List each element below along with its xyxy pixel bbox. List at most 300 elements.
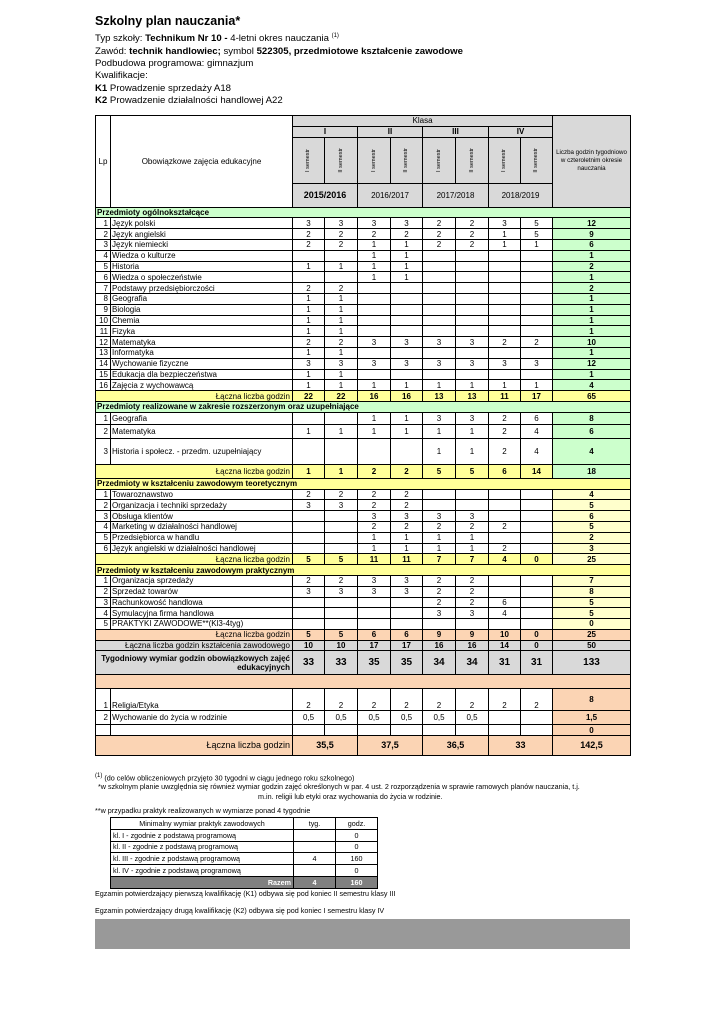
table-cell: 1 bbox=[391, 239, 423, 250]
table-cell: Łączna liczba godzin kształcenia zawodowego bbox=[96, 640, 293, 651]
table-cell bbox=[423, 619, 456, 630]
table-cell bbox=[456, 315, 489, 326]
practice-row bbox=[111, 865, 378, 877]
table-cell bbox=[456, 369, 489, 380]
table-cell: 3 bbox=[96, 438, 111, 464]
table-cell: 0 bbox=[336, 841, 378, 853]
table-cell: 5 bbox=[96, 261, 111, 272]
table-cell: 1 bbox=[423, 438, 456, 464]
section-header bbox=[96, 401, 631, 412]
table-cell: 4 bbox=[553, 380, 631, 391]
table-cell bbox=[423, 489, 456, 500]
table-cell: 4 bbox=[96, 521, 111, 532]
table-cell: 0,5 bbox=[325, 711, 358, 725]
table-row bbox=[96, 315, 631, 326]
table-cell bbox=[489, 500, 521, 511]
table-cell: 12 bbox=[553, 218, 631, 229]
table-cell: 1 bbox=[391, 543, 423, 554]
table-cell: 160 bbox=[336, 853, 378, 865]
table-cell bbox=[423, 250, 456, 261]
table-cell: 3 bbox=[423, 511, 456, 522]
table-cell: 2 bbox=[489, 424, 521, 438]
table-cell: 11 bbox=[96, 326, 111, 337]
sum-row bbox=[96, 464, 631, 478]
table-cell bbox=[391, 608, 423, 619]
section-header bbox=[96, 478, 631, 489]
table-cell bbox=[391, 137, 423, 183]
table-cell: 0 bbox=[553, 725, 631, 736]
table-cell bbox=[521, 500, 553, 511]
table-cell bbox=[456, 261, 489, 272]
table-cell: 0,5 bbox=[391, 711, 423, 725]
table-row bbox=[96, 337, 631, 348]
table-cell: 1 bbox=[293, 369, 325, 380]
table-cell: 4 bbox=[521, 438, 553, 464]
table-cell: 1 bbox=[456, 543, 489, 554]
table-cell: 10 bbox=[553, 337, 631, 348]
table-cell: Matematyka bbox=[111, 337, 293, 348]
table-cell: 2 bbox=[325, 239, 358, 250]
table-cell: 7 bbox=[423, 554, 456, 565]
table-cell: I bbox=[293, 126, 358, 137]
table-cell bbox=[456, 293, 489, 304]
practice-table bbox=[110, 817, 378, 889]
table-cell bbox=[293, 608, 325, 619]
table-cell: 1,5 bbox=[553, 711, 631, 725]
table-cell bbox=[423, 369, 456, 380]
table-row bbox=[96, 293, 631, 304]
table-cell: 1 bbox=[293, 304, 325, 315]
table-cell: 1 bbox=[489, 380, 521, 391]
table-cell bbox=[293, 250, 325, 261]
table-cell: 7 bbox=[456, 554, 489, 565]
table-cell: Geografia bbox=[111, 412, 293, 424]
table-cell: 3 bbox=[456, 412, 489, 424]
table-cell: 2 bbox=[358, 521, 391, 532]
table-cell: 7 bbox=[96, 283, 111, 294]
table-row bbox=[96, 239, 631, 250]
table-cell bbox=[489, 304, 521, 315]
table-cell bbox=[456, 619, 489, 630]
table-cell: 1 bbox=[391, 424, 423, 438]
table-cell: Geografia bbox=[111, 293, 293, 304]
table-cell bbox=[391, 315, 423, 326]
table-cell: 1 bbox=[96, 575, 111, 586]
table-cell bbox=[391, 304, 423, 315]
table-cell: 18 bbox=[553, 464, 631, 478]
table-cell: Łączna liczba godzin bbox=[96, 629, 293, 640]
table-cell: 2 bbox=[325, 575, 358, 586]
blank-row bbox=[96, 675, 631, 689]
table-cell bbox=[489, 293, 521, 304]
table-cell bbox=[489, 137, 521, 183]
table-cell: 35 bbox=[391, 651, 423, 675]
table-row bbox=[96, 424, 631, 438]
table-cell: 1 bbox=[391, 250, 423, 261]
table-cell: 3 bbox=[391, 218, 423, 229]
table-cell: Język angielski bbox=[111, 229, 293, 240]
table-cell bbox=[293, 521, 325, 532]
qualification-k2 bbox=[95, 95, 655, 107]
table-cell: 1 bbox=[96, 489, 111, 500]
table-cell: Łączna liczba godzin bbox=[96, 736, 293, 756]
table-row bbox=[96, 619, 631, 630]
table-cell bbox=[293, 511, 325, 522]
footnote-1 bbox=[95, 772, 354, 782]
table-cell: 34 bbox=[423, 651, 456, 675]
label: symbol bbox=[220, 45, 257, 57]
table-cell: kl. III - zgodnie z podstawą programową bbox=[111, 853, 294, 865]
table-cell: 1 bbox=[423, 380, 456, 391]
table-cell: 3 bbox=[325, 500, 358, 511]
table-cell: 1 bbox=[521, 380, 553, 391]
table-cell: Łączna liczba godzin bbox=[96, 391, 293, 402]
table-cell: 3 bbox=[456, 358, 489, 369]
practice-row bbox=[111, 853, 378, 865]
table-cell: 3 bbox=[423, 337, 456, 348]
table-cell: 65 bbox=[553, 391, 631, 402]
table-row bbox=[96, 711, 631, 725]
practice-row bbox=[111, 841, 378, 853]
table-cell: Religia/Etyka bbox=[111, 689, 293, 711]
table-row bbox=[96, 369, 631, 380]
table-cell: 2 bbox=[456, 521, 489, 532]
table-cell: 14 bbox=[96, 358, 111, 369]
table-cell bbox=[294, 841, 336, 853]
table-cell bbox=[456, 725, 489, 736]
table-cell: 1 bbox=[325, 464, 358, 478]
table-cell bbox=[489, 725, 521, 736]
table-cell: Język niemiecki bbox=[111, 239, 293, 250]
table-cell: 5 bbox=[553, 521, 631, 532]
table-cell: 2017/2018 bbox=[423, 183, 489, 207]
table-cell bbox=[521, 489, 553, 500]
table-cell: 6 bbox=[391, 629, 423, 640]
table-cell: Tygodniowy wymiar godzin obowiązkowych zajęć edukacyjnych bbox=[96, 651, 293, 675]
table-cell: Język angielski w działalności handlowej bbox=[111, 543, 293, 554]
table-cell: Wychowanie do życia w rodzinie bbox=[111, 711, 293, 725]
table-cell: 1 bbox=[489, 229, 521, 240]
table-cell: Łączna liczba godzin bbox=[96, 554, 293, 565]
table-cell bbox=[423, 261, 456, 272]
table-cell bbox=[423, 347, 456, 358]
table-cell: 17 bbox=[358, 640, 391, 651]
table-cell: Historia bbox=[111, 261, 293, 272]
table-cell bbox=[391, 597, 423, 608]
table-cell: 6 bbox=[553, 511, 631, 522]
table-cell bbox=[325, 521, 358, 532]
table-cell: 4 bbox=[96, 608, 111, 619]
table-cell bbox=[521, 619, 553, 630]
table-cell: Minimalny wymiar praktyk zawodowych bbox=[111, 818, 294, 830]
table-row bbox=[96, 347, 631, 358]
table-cell bbox=[489, 489, 521, 500]
table-cell: 4 bbox=[294, 876, 336, 888]
table-cell: 6 bbox=[489, 464, 521, 478]
table-row bbox=[96, 283, 631, 294]
table-row bbox=[96, 358, 631, 369]
table-cell: 11 bbox=[489, 391, 521, 402]
table-cell: 2 bbox=[96, 586, 111, 597]
table-cell: 4 bbox=[489, 554, 521, 565]
table-cell: kl. II - zgodnie z podstawą programową bbox=[111, 841, 294, 853]
table-cell: Obowiązkowe zajęcia edukacyjne bbox=[111, 116, 293, 208]
table-cell bbox=[423, 293, 456, 304]
table-cell: 16 bbox=[456, 640, 489, 651]
table-cell: 36,5 bbox=[423, 736, 489, 756]
table-cell: 1 bbox=[325, 261, 358, 272]
semester-label: I semestr bbox=[305, 148, 311, 172]
table-row bbox=[96, 521, 631, 532]
table-cell: 2 bbox=[293, 229, 325, 240]
table-cell: Przedmioty w kształceniu zawodowym praktycznym bbox=[96, 565, 631, 576]
table-cell: 1 bbox=[293, 380, 325, 391]
table-cell bbox=[358, 283, 391, 294]
table-row bbox=[96, 261, 631, 272]
table-row bbox=[96, 597, 631, 608]
table-cell: 1 bbox=[391, 380, 423, 391]
table-cell: 0,5 bbox=[358, 711, 391, 725]
footnote-4: **w przypadku praktyk realizowanych w wymiarze ponad 4 tygodnie bbox=[95, 806, 311, 815]
table-cell: 13 bbox=[456, 391, 489, 402]
table-cell: 8 bbox=[96, 293, 111, 304]
table-cell: 4 bbox=[521, 424, 553, 438]
table-cell: 2 bbox=[293, 239, 325, 250]
table-cell: 8 bbox=[553, 689, 631, 711]
table-cell: 5 bbox=[96, 532, 111, 543]
blank-total-row bbox=[96, 725, 631, 736]
table-cell: 34 bbox=[456, 651, 489, 675]
table-cell: 3 bbox=[423, 608, 456, 619]
table-cell: 2 bbox=[293, 575, 325, 586]
table-cell: Historia i społecz. - przedm. uzupełniający bbox=[111, 438, 293, 464]
table-cell bbox=[423, 500, 456, 511]
table-cell bbox=[325, 619, 358, 630]
table-cell bbox=[489, 532, 521, 543]
table-cell bbox=[456, 272, 489, 283]
table-cell bbox=[521, 304, 553, 315]
table-cell: 2 bbox=[358, 229, 391, 240]
table-cell: 5 bbox=[553, 608, 631, 619]
table-cell: 3 bbox=[358, 575, 391, 586]
table-cell: 6 bbox=[553, 239, 631, 250]
table-cell: PRAKTYKI ZAWODOWE**(Kl3-4tyg) bbox=[111, 619, 293, 630]
table-cell bbox=[456, 326, 489, 337]
table-cell: 2 bbox=[489, 337, 521, 348]
table-cell bbox=[521, 315, 553, 326]
table-cell: 2 bbox=[423, 218, 456, 229]
table-cell: 5 bbox=[456, 464, 489, 478]
table-cell bbox=[489, 272, 521, 283]
table-cell: 2 bbox=[521, 337, 553, 348]
table-cell bbox=[96, 725, 111, 736]
table-cell: 14 bbox=[489, 640, 521, 651]
table-cell: 2 bbox=[423, 586, 456, 597]
table-cell: 25 bbox=[553, 554, 631, 565]
table-cell: Chemia bbox=[111, 315, 293, 326]
school-type-line bbox=[95, 30, 655, 46]
table-cell: 2 bbox=[391, 500, 423, 511]
table-cell: 1 bbox=[358, 543, 391, 554]
table-cell: 2 bbox=[358, 500, 391, 511]
table-cell bbox=[325, 412, 358, 424]
table-cell: 1 bbox=[293, 464, 325, 478]
table-cell: 2 bbox=[489, 412, 521, 424]
table-cell: 1 bbox=[456, 424, 489, 438]
table-cell: 2 bbox=[423, 521, 456, 532]
table-cell: 1 bbox=[293, 326, 325, 337]
table-cell: Podstawy przedsiębiorczości bbox=[111, 283, 293, 294]
table-cell: 14 bbox=[521, 464, 553, 478]
table-cell bbox=[521, 521, 553, 532]
table-cell: 0 bbox=[521, 629, 553, 640]
table-cell: 35 bbox=[358, 651, 391, 675]
table-cell: Rachunkowość handlowa bbox=[111, 597, 293, 608]
table-cell bbox=[325, 597, 358, 608]
semester-label: I semestr bbox=[501, 148, 507, 172]
table-cell: 17 bbox=[391, 640, 423, 651]
table-cell bbox=[391, 347, 423, 358]
table-cell: 5 bbox=[96, 619, 111, 630]
exam-note-2: Egzamin potwierdzający drugą kwalifikację (K2) odbywa się pod koniec I semestru klasy IV bbox=[95, 906, 385, 915]
table-cell: 22 bbox=[325, 391, 358, 402]
table-cell: 1 bbox=[391, 532, 423, 543]
value: technik handlowiec; bbox=[129, 45, 221, 57]
table-cell: 1 bbox=[293, 424, 325, 438]
table-cell: 16 bbox=[96, 380, 111, 391]
table-cell: 5 bbox=[325, 629, 358, 640]
table-cell: 2 bbox=[456, 597, 489, 608]
table-cell: 2 bbox=[358, 464, 391, 478]
table-cell bbox=[521, 586, 553, 597]
table-cell: 11 bbox=[358, 554, 391, 565]
table-cell bbox=[325, 272, 358, 283]
table-cell bbox=[325, 250, 358, 261]
table-cell bbox=[489, 250, 521, 261]
table-cell: Lp bbox=[96, 116, 111, 208]
label: Typ szkoły: bbox=[95, 33, 146, 45]
table-cell: 5 bbox=[553, 500, 631, 511]
table-cell: 2015/2016 bbox=[293, 183, 358, 207]
table-cell bbox=[489, 283, 521, 294]
table-cell: 0,5 bbox=[456, 711, 489, 725]
table-cell: 2 bbox=[96, 424, 111, 438]
text: (do celów obliczeniowych przyjęto 30 tygodni w ciągu jednego roku szkolnego) bbox=[102, 773, 355, 783]
table-cell bbox=[294, 865, 336, 877]
table-cell: 1 bbox=[293, 347, 325, 358]
table-cell bbox=[325, 608, 358, 619]
table-cell: 2 bbox=[325, 283, 358, 294]
table-cell: 1 bbox=[325, 326, 358, 337]
table-cell: Klasa bbox=[293, 116, 553, 127]
table-cell: 6 bbox=[358, 629, 391, 640]
table-cell: 160 bbox=[336, 876, 378, 888]
table-cell: 2 bbox=[456, 239, 489, 250]
table-cell bbox=[521, 347, 553, 358]
table-row bbox=[96, 489, 631, 500]
table-cell: 0 bbox=[336, 865, 378, 877]
table-cell bbox=[521, 283, 553, 294]
table-cell: 2 bbox=[391, 489, 423, 500]
table-cell: 1 bbox=[553, 304, 631, 315]
table-cell: Obsługa klientów bbox=[111, 511, 293, 522]
table-cell bbox=[489, 347, 521, 358]
table-cell bbox=[358, 137, 391, 183]
table-cell bbox=[521, 543, 553, 554]
table-cell: 2 bbox=[456, 575, 489, 586]
table-cell: 5 bbox=[521, 229, 553, 240]
table-cell: 1 bbox=[456, 438, 489, 464]
table-cell: 0 bbox=[521, 554, 553, 565]
table-cell: 3 bbox=[293, 500, 325, 511]
table-row bbox=[96, 438, 631, 464]
table-cell: 1 bbox=[521, 239, 553, 250]
table-cell: 3 bbox=[358, 337, 391, 348]
table-cell: 1 bbox=[358, 250, 391, 261]
table-cell: 1 bbox=[553, 369, 631, 380]
table-cell: Przedmioty w kształceniu zawodowym teoretycznym bbox=[96, 478, 631, 489]
table-cell bbox=[293, 272, 325, 283]
table-cell bbox=[489, 369, 521, 380]
table-cell: 37,5 bbox=[358, 736, 423, 756]
table-cell: Informatyka bbox=[111, 347, 293, 358]
table-cell: 9 bbox=[96, 304, 111, 315]
table-row bbox=[96, 532, 631, 543]
table-cell: 2 bbox=[293, 283, 325, 294]
table-cell bbox=[423, 283, 456, 294]
sum-row bbox=[96, 554, 631, 565]
table-cell: 1 bbox=[325, 293, 358, 304]
table-cell bbox=[521, 532, 553, 543]
table-cell: 2 bbox=[456, 218, 489, 229]
table-cell: 16 bbox=[423, 640, 456, 651]
table-cell: 33 bbox=[325, 651, 358, 675]
table-cell bbox=[391, 438, 423, 464]
table-cell: 12 bbox=[96, 337, 111, 348]
table-cell bbox=[553, 116, 631, 208]
table-cell: 1 bbox=[358, 532, 391, 543]
gray-bar bbox=[95, 919, 630, 949]
table-cell: 9 bbox=[456, 629, 489, 640]
table-cell: 6 bbox=[96, 543, 111, 554]
profession-line bbox=[95, 46, 655, 58]
table-cell: 4 bbox=[553, 489, 631, 500]
table-cell: 35,5 bbox=[293, 736, 358, 756]
table-cell: 1 bbox=[358, 239, 391, 250]
table-cell: 1 bbox=[423, 532, 456, 543]
table-cell bbox=[358, 597, 391, 608]
table-cell: 16 bbox=[358, 391, 391, 402]
sum-row bbox=[96, 629, 631, 640]
table-cell: 5 bbox=[293, 554, 325, 565]
table-cell: 2 bbox=[293, 489, 325, 500]
table-cell: 1 bbox=[553, 347, 631, 358]
table-cell bbox=[489, 261, 521, 272]
table-cell: 2 bbox=[96, 500, 111, 511]
weekly-total-row bbox=[96, 651, 631, 675]
table-cell: kl. I - zgodnie z podstawą programową bbox=[111, 829, 294, 841]
table-cell: 5 bbox=[293, 629, 325, 640]
table-cell: 4 bbox=[294, 853, 336, 865]
table-cell: 3 bbox=[293, 586, 325, 597]
table-cell: 5 bbox=[521, 218, 553, 229]
table-cell bbox=[325, 543, 358, 554]
header-row-1 bbox=[96, 116, 631, 127]
table-row bbox=[96, 326, 631, 337]
table-cell: 11 bbox=[391, 554, 423, 565]
code: K1 bbox=[95, 82, 108, 94]
table-cell: 1 bbox=[358, 412, 391, 424]
